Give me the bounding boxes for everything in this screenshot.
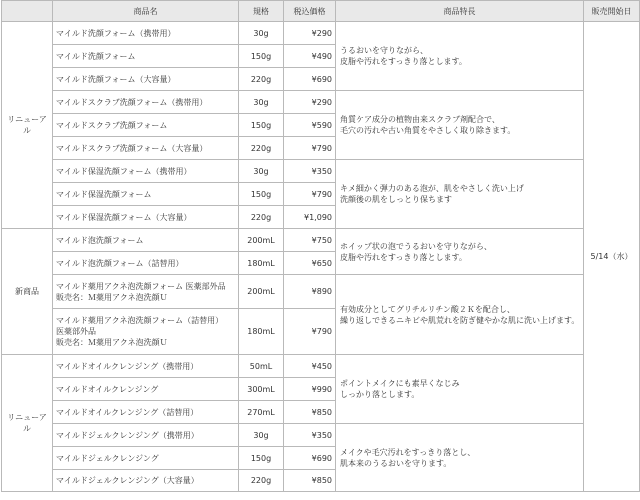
product-name-cell: マイルド保湿洗顔フォーム [53,183,239,206]
header-category [2,1,53,22]
header-features: 商品特長 [336,1,584,22]
price-cell: ¥490 [284,45,336,68]
table-row [2,22,640,45]
feature-cell: 角質ケア成分の植物由来スクラブ剤配合で、 毛穴の汚れや古い角質をやさしく取り除きます。 [336,91,584,160]
table-row [2,424,640,447]
price-cell: ¥850 [284,470,336,492]
spec-cell: 200mL [239,229,284,252]
spec-cell: 180mL [239,309,284,355]
product-name-cell: マイルドジェルクレンジング（携帯用） [53,424,239,447]
feature-cell: ホイップ状の泡でうるおいを守りながら、 皮脂や汚れをすっきり落とします。 [336,229,584,275]
feature-cell: 有効成分としてグリチルリチン酸２Ｋを配合し、 繰り返しできるニキビや肌荒れを防ぎ健やかな肌に洗い上げます。 [336,275,584,355]
price-cell: ¥890 [284,275,336,309]
spec-cell: 220g [239,470,284,492]
spec-cell: 150g [239,183,284,206]
price-cell: ¥290 [284,91,336,114]
price-cell: ¥650 [284,252,336,275]
spec-cell: 30g [239,424,284,447]
spec-cell: 150g [239,45,284,68]
product-name-cell: マイルド泡洗顔フォーム（詰替用） [53,252,239,275]
price-cell: ¥590 [284,114,336,137]
product-name-cell: マイルドオイルクレンジング（携帯用） [53,355,239,378]
product-name-cell: マイルド保湿洗顔フォーム（携帯用） [53,160,239,183]
price-cell: ¥790 [284,137,336,160]
category-cell: 新商品 [2,229,53,355]
price-cell: ¥750 [284,229,336,252]
spec-cell: 30g [239,22,284,45]
price-cell: ¥350 [284,160,336,183]
product-name-cell: マイルド薬用アクネ泡洗顔フォーム 医薬部外品 販売名：Ｍ薬用アクネ泡洗顔Ｕ [53,275,239,309]
spec-cell: 270mL [239,401,284,424]
spec-cell: 30g [239,91,284,114]
table-row [2,160,640,183]
spec-cell: 220g [239,68,284,91]
price-cell: ¥790 [284,309,336,355]
product-table [1,0,640,492]
price-cell: ¥990 [284,378,336,401]
spec-cell: 220g [239,206,284,229]
spec-cell: 30g [239,160,284,183]
table-row [2,229,640,252]
header-release-date: 販売開始日 [584,1,640,22]
product-name-cell: マイルドスクラブ洗顔フォーム（大容量） [53,137,239,160]
category-cell: リニューアル [2,22,53,229]
spec-cell: 150g [239,114,284,137]
header-price: 税込価格 [284,1,336,22]
spec-cell: 180mL [239,252,284,275]
spec-cell: 150g [239,447,284,470]
price-cell: ¥850 [284,401,336,424]
feature-cell: ポイントメイクにも素早くなじみ しっかり落とします。 [336,355,584,424]
price-cell: ¥350 [284,424,336,447]
header-spec: 規格 [239,1,284,22]
product-name-cell: マイルド薬用アクネ泡洗顔フォーム（詰替用） 医薬部外品 販売名：Ｍ薬用アクネ泡洗顔Ｕ [53,309,239,355]
product-name-cell: マイルド保湿洗顔フォーム（大容量） [53,206,239,229]
product-name-cell: マイルドオイルクレンジング [53,378,239,401]
table-row [2,355,640,378]
product-name-cell: マイルドスクラブ洗顔フォーム [53,114,239,137]
feature-cell: キメ細かく弾力のある泡が、肌をやさしく洗い上げ 洗顔後の肌をしっとり保ちます [336,160,584,229]
price-cell: ¥1,090 [284,206,336,229]
product-name-cell: マイルドオイルクレンジング（詰替用） [53,401,239,424]
product-name-cell: マイルド泡洗顔フォーム [53,229,239,252]
release-date-cell: 5/14（水） [584,22,640,492]
price-cell: ¥690 [284,68,336,91]
spec-cell: 50mL [239,355,284,378]
price-cell: ¥690 [284,447,336,470]
feature-cell: メイクや毛穴汚れをすっきり落とし、 肌本来のうるおいを守ります。 [336,424,584,492]
product-name-cell: マイルドスクラブ洗顔フォーム（携帯用） [53,91,239,114]
spec-cell: 220g [239,137,284,160]
spec-cell: 200mL [239,275,284,309]
product-name-cell: マイルドジェルクレンジング [53,447,239,470]
product-name-cell: マイルド洗顔フォーム [53,45,239,68]
category-cell: リニューアル [2,355,53,492]
product-name-cell: マイルドジェルクレンジング（大容量） [53,470,239,492]
price-cell: ¥790 [284,183,336,206]
price-cell: ¥450 [284,355,336,378]
table-row [2,91,640,114]
spec-cell: 300mL [239,378,284,401]
product-name-cell: マイルド洗顔フォーム（大容量） [53,68,239,91]
product-name-cell: マイルド洗顔フォーム（携帯用） [53,22,239,45]
table-row [2,275,640,309]
price-cell: ¥290 [284,22,336,45]
header-product-name: 商品名 [53,1,239,22]
feature-cell: うるおいを守りながら、 皮脂や汚れをすっきり落とします。 [336,22,584,91]
